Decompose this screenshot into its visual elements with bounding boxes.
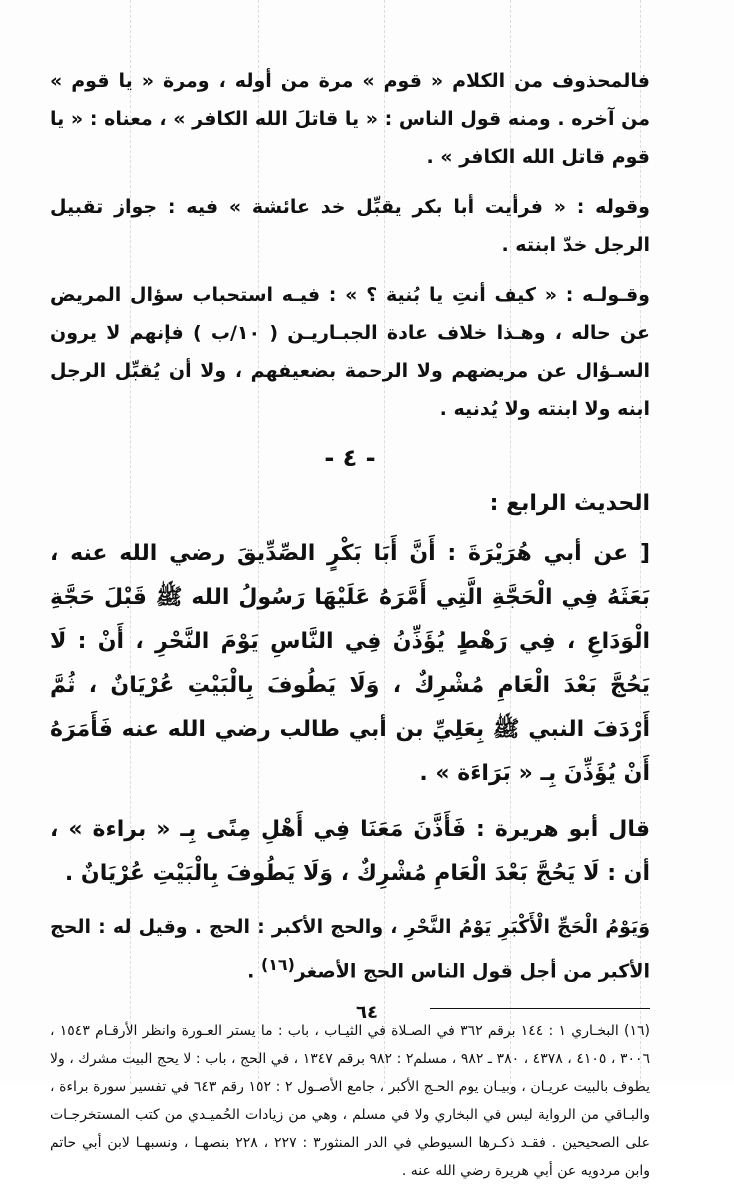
page-number: ٦٤ [356,1002,378,1023]
section-number: - ٤ - [324,444,376,472]
paragraph-2: وقوله : « فرأيت أبا بكر يقبِّل خد عائشة » فيه : جواز تقبيل الرجل خدّ ابنته . [50,196,650,256]
hadith-commentary: وَيَوْمُ الْحَجِّ الْأَكْبَرِ يَوْمُ النَّحْرِ ، والحج الأكبر : الحج . وقيل له : الحج الأكبر من أجل قول الناس الحج الأصغر$^{(١٦)}$ . [50,916,650,983]
footnote-reference: (١٦) [261,955,295,974]
hadith-text: [ عن أبي هُرَيْرَةَ : أَنَّ أَبَا بَكْرٍ الصِّدِّيقَ رضي الله عنه ، بَعَثَهُ فِي الْحَجَّةِ الَّتِي أَمَّرَهُ عَلَيْهَا رَسُولُ الله ﷺ قَبْلَ حَجَّةِ الْوَدَاعِ ، فِي رَهْطٍ يُؤَذِّنُ فِي النَّاسِ يَوْمَ النَّحْرِ ، أَنْ : لَا يَحُجَّ بَعْدَ الْعَامِ مُشْرِكٌ ، وَلَا يَطُوفَ بِالْبَيْتِ عُرْيَانٌ ، ثُمَّ أَرْدَفَ النبي ﷺ بِعَلِيِّ بن أبي طالب رضي الله عنه فَأَمَرَهُ أَنْ يُؤَذِّنَ بِـ « بَرَاءَة » . [50,541,650,786]
section-title: الحديث الرابع : [489,491,650,516]
hadith-commentary-text: وَيَوْمُ الْحَجِّ الْأَكْبَرِ يَوْمُ النَّحْرِ ، والحج الأكبر : الحج . وقيل له : الحج الأكبر من أجل قول الناس الحج الأصغر [50,916,650,983]
paragraph-3: وقـولـه : « كيف أنتِ يا بُنية ؟ » : فيـه استحباب سؤال المريض عن حاله ، وهـذا خلاف عادة الجبـاريـن ( ١٠/ب ) فإنهم لا يرون السـؤال عن مريضهم ولا الرحمة بضعيفهم ، ولا أن يُقبِّل الرجل ابنه ولا ابنته ولا يُدنيه . [50,284,650,420]
footnote-16: (١٦) البخـاري ١ : ١٤٤ برقم ٣٦٢ في الصـلاة في الثيـاب ، باب : ما يستر العـورة وانظر الأرقـام ١٥٤٣ ، ٣٠٠٦ ، ٤١٠٥ ، ٤٣٧٨ ، ٣٨٠ ـ ٩٨٢ ، مسلم٢ : ٩٨٢ برقم ١٣٤٧ ، في الحج ، باب : لا يحج البيت مشرك ، ولا يطوف بالبيت عريـان ، وبيـان يوم الحـج الأكبر ، جامع الأصـول ٢ : ١٥٢ رقم ٦٤٣ في تفسير سورة براءة ، والبـاقي من الرواية ليس في البخاري ولا في مسلم ، وهي من زيادات الحُميـدي من كتب المستخرجـات على الصحيحين . فقـد ذكـرها السيوطي في الدر المنثور٣ : ٢٢٧ ، ٢٢٨ بنصهـا ، ونسبهـا لابن أبي حاتم وابن مردويه عن أبي هريرة رضي الله عنه . [50,1023,651,1180]
hadith-narration: قال أبو هريرة : فَأَذَّنَ مَعَنَا فِي أَهْلِ مِنًى بِـ « براءة » ، أن : لَا يَحُجَّ بَعْدَ الْعَامِ مُشْرِكٌ ، وَلَا يَطُوفَ بِالْبَيْتِ عُرْيَانٌ . [50,817,650,886]
paragraph-1: فالمحذوف من الكلام « قوم » مرة من أوله ، ومرة « يا قوم » من آخره . ومنه قول الناس : « يا قاتلَ الله الكافر » ، معناه : « يا قوم قاتل الله الكافر » . [50,70,650,168]
